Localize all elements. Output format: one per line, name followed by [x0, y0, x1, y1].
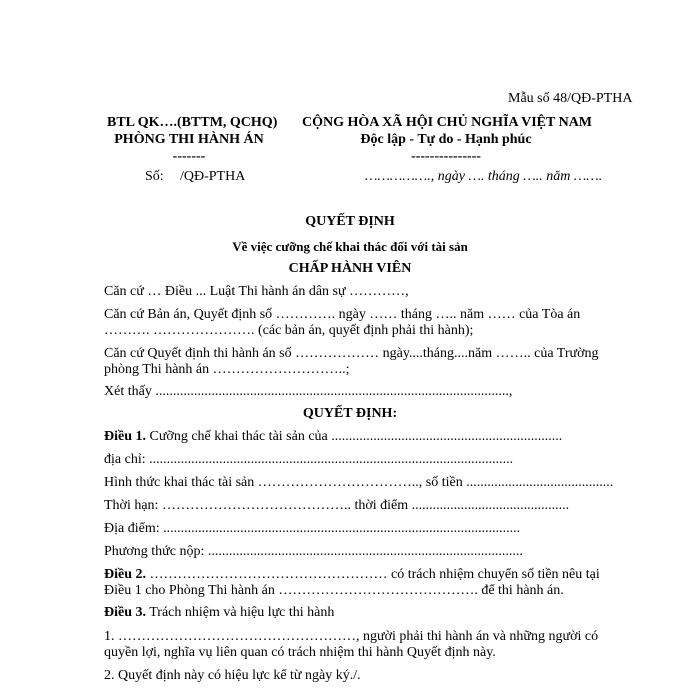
article2-line1 — [104, 566, 600, 583]
article3-text: Trách nhiệm và hiệu lực thi hành — [146, 605, 335, 620]
article1-payment: Phương thức nộp: .......................................................................................... — [104, 544, 523, 559]
form-code: Mẫu số 48/QĐ-PTHA — [508, 91, 633, 106]
date-line: ……………., ngày …. tháng ….. năm ……. — [365, 169, 603, 184]
article2-label: Điều 2. — [104, 567, 146, 582]
article1-method: Hình thức khai thác tài sản …………………………….., số tiền .......................................... — [104, 475, 614, 490]
article1-address: địa chỉ: ........................................................................................................ — [104, 452, 514, 467]
article2-line2: Điều 1 cho Phòng Thi hành án ……………………………………. để thi hành án. — [104, 583, 564, 598]
article3-item2: 2. Quyết định này có hiệu lực kể từ ngày ký./. — [104, 668, 361, 683]
basis-consideration: Xét thấy ....................................................................................................., — [104, 384, 513, 399]
national-motto: Độc lập - Tự do - Hạnh phúc — [360, 132, 532, 147]
article1-term: Thời hạn: ………………………………….. thời điểm ............................................. — [104, 498, 570, 513]
document-subtitle: Về việc cưỡng chế khai thác đối với tài sản — [232, 239, 468, 254]
issuer-divider: ------- — [172, 149, 206, 164]
national-title: CỘNG HÒA XÃ HỘI CHỦ NGHĨA VIỆT NAM — [302, 115, 593, 130]
basis-law: Căn cứ … Điều ... Luật Thi hành án dân sự …………, — [104, 284, 409, 299]
issuer-line1: BTL QK….(BTTM, QCHQ) — [107, 115, 278, 130]
article1-label: Điều 1. — [104, 429, 146, 444]
article1-location: Địa điểm: ...................................................................................................... — [104, 521, 521, 536]
document-title: QUYẾT ĐỊNH — [305, 214, 395, 229]
article3-item1-line2: quyền lợi, nghĩa vụ liên quan có trách nhiệm thi hành Quyết định này. — [104, 645, 496, 660]
article2-text: …………………………………………… có trách nhiệm chuyển số tiền nêu tại — [146, 567, 600, 582]
number-label: Số: — [145, 169, 164, 184]
basis-enforcement-line1: Căn cứ Quyết định thi hành án số ……………… ngày....tháng....năm …….. của Trường — [104, 346, 599, 361]
authority-title: CHẤP HÀNH VIÊN — [288, 261, 412, 276]
article3-line — [104, 604, 334, 621]
article3-item1-line1: 1. ……………………………………………, người phải thi hành án và những người có — [104, 629, 599, 644]
basis-enforcement-line2: phòng Thi hành án ………………………..; — [104, 362, 350, 377]
basis-judgment-line2: ………. …………………. (các bản án, quyết định phải thi hành); — [104, 323, 474, 338]
number-value: /QĐ-PTHA — [180, 169, 246, 184]
national-divider: --------------- — [411, 149, 481, 164]
article1-text: Cưỡng chế khai thác tài sản của .................................................................. — [146, 429, 563, 444]
article1-line — [104, 428, 562, 445]
decision-heading: QUYẾT ĐỊNH: — [302, 406, 398, 421]
article3-label: Điều 3. — [104, 605, 146, 620]
basis-judgment-line1: Căn cứ Bản án, Quyết định số …………. ngày …… tháng ….. năm …… của Tòa án — [104, 307, 581, 322]
issuer-line2: PHÒNG THI HÀNH ÁN — [114, 132, 264, 147]
